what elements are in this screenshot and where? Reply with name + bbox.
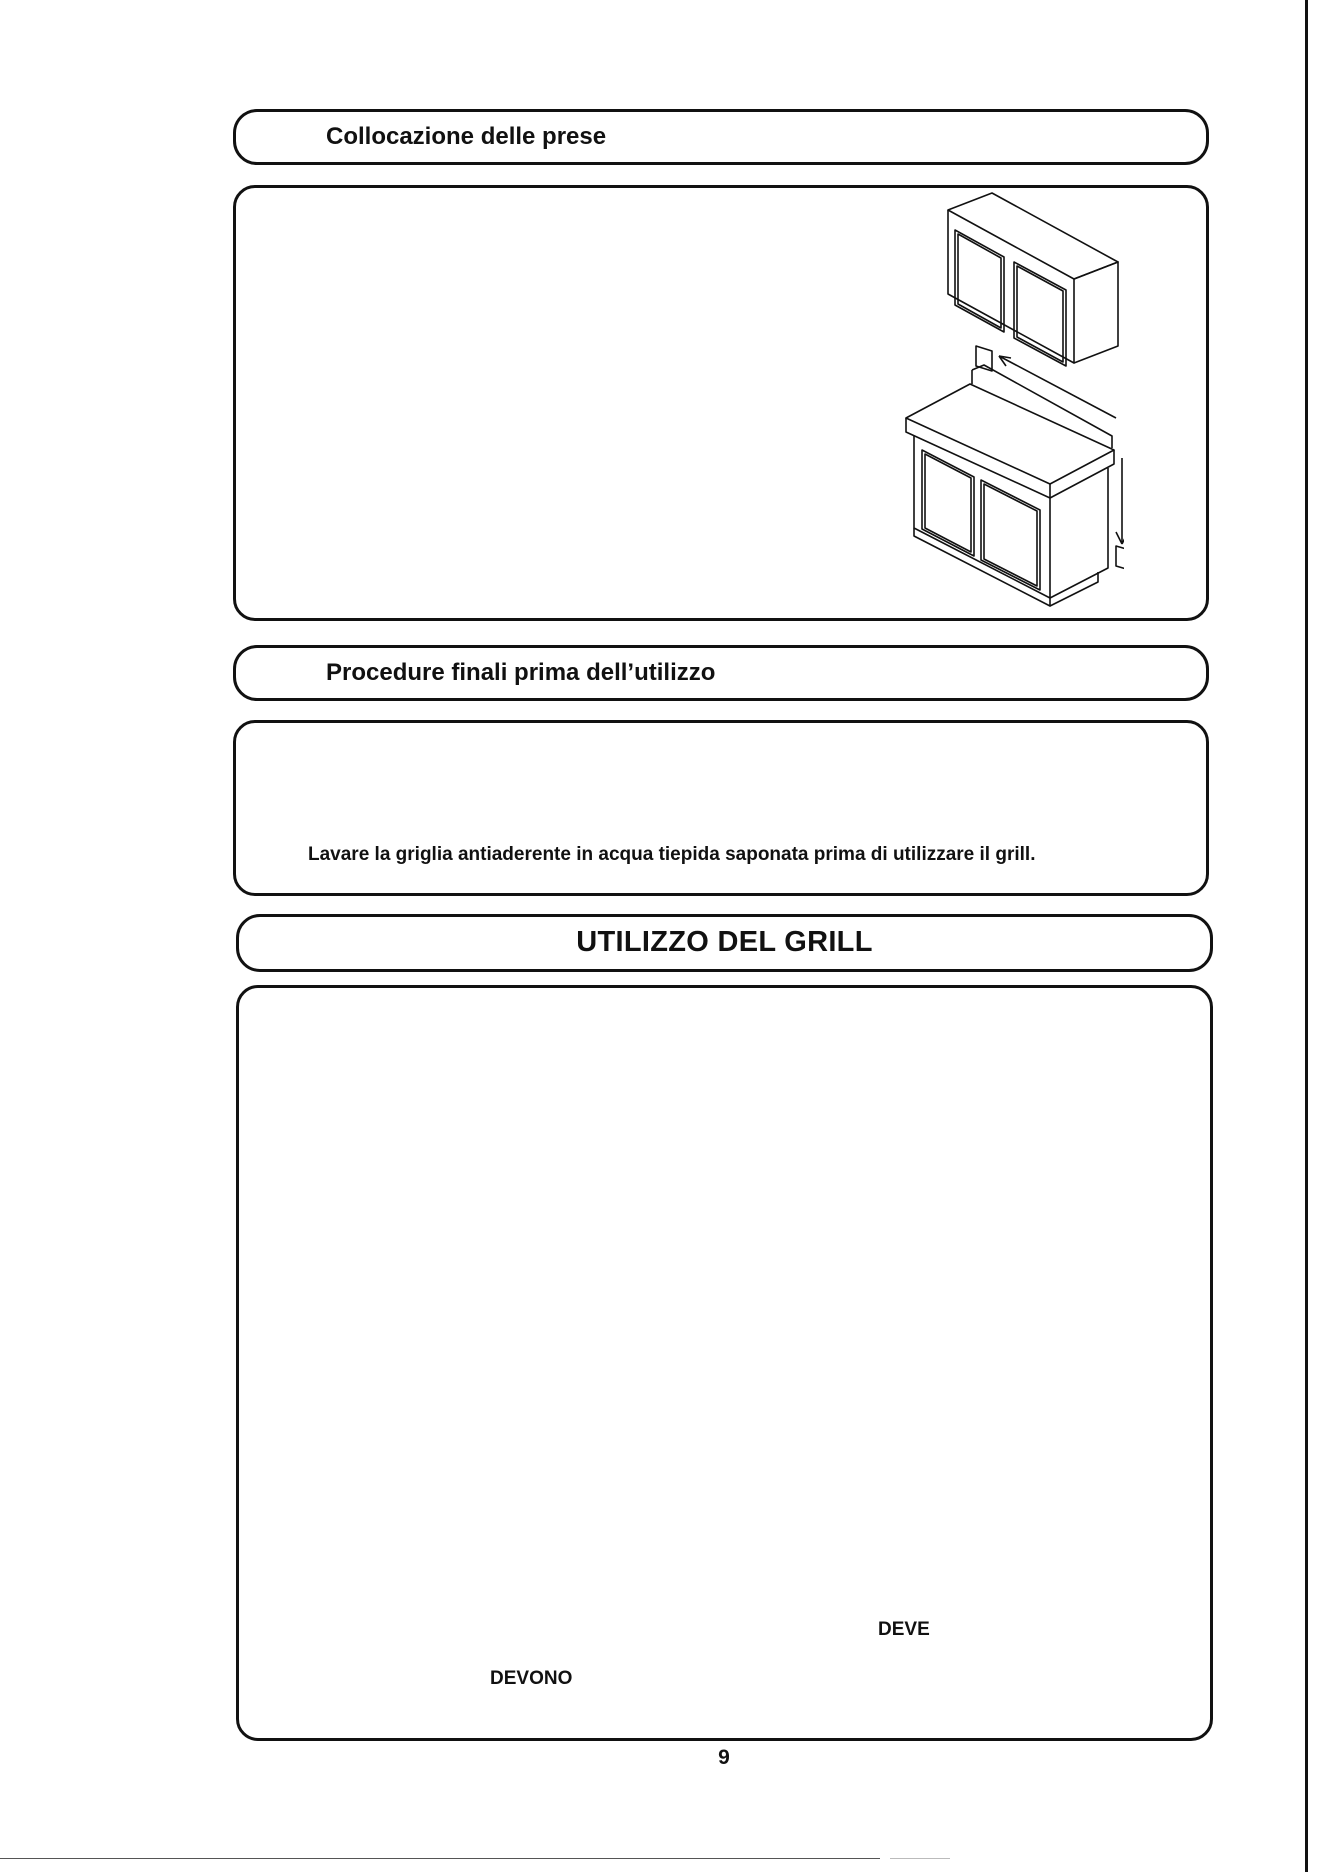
bottom-rule: [0, 1858, 880, 1859]
grill-use-content-box: [236, 985, 1213, 1741]
outlets-header-box: [233, 109, 1209, 165]
outlets-section-title: Collocazione delle prese: [326, 123, 607, 150]
page-number: 9: [718, 1746, 730, 1769]
page-edge-line: [1305, 0, 1308, 1872]
keyword-deve: DEVE: [878, 1619, 930, 1640]
grill-use-header-box: [236, 914, 1213, 972]
kitchen-cabinets-outlet-icon: [898, 188, 1124, 612]
wash-grill-instruction: Lavare la griglia antiaderente in acqua tiepida saponata prima di utilizzare il grill.: [308, 844, 1036, 865]
grill-use-section-title: UTILIZZO DEL GRILL: [576, 926, 873, 958]
final-procedures-content-box: [233, 720, 1209, 896]
final-procedures-section-title: Procedure finali prima dell’utilizzo: [326, 659, 716, 686]
final-procedures-header-box: [233, 645, 1209, 701]
keyword-devono: DEVONO: [490, 1668, 573, 1689]
bottom-rule-fragment: [890, 1858, 950, 1859]
